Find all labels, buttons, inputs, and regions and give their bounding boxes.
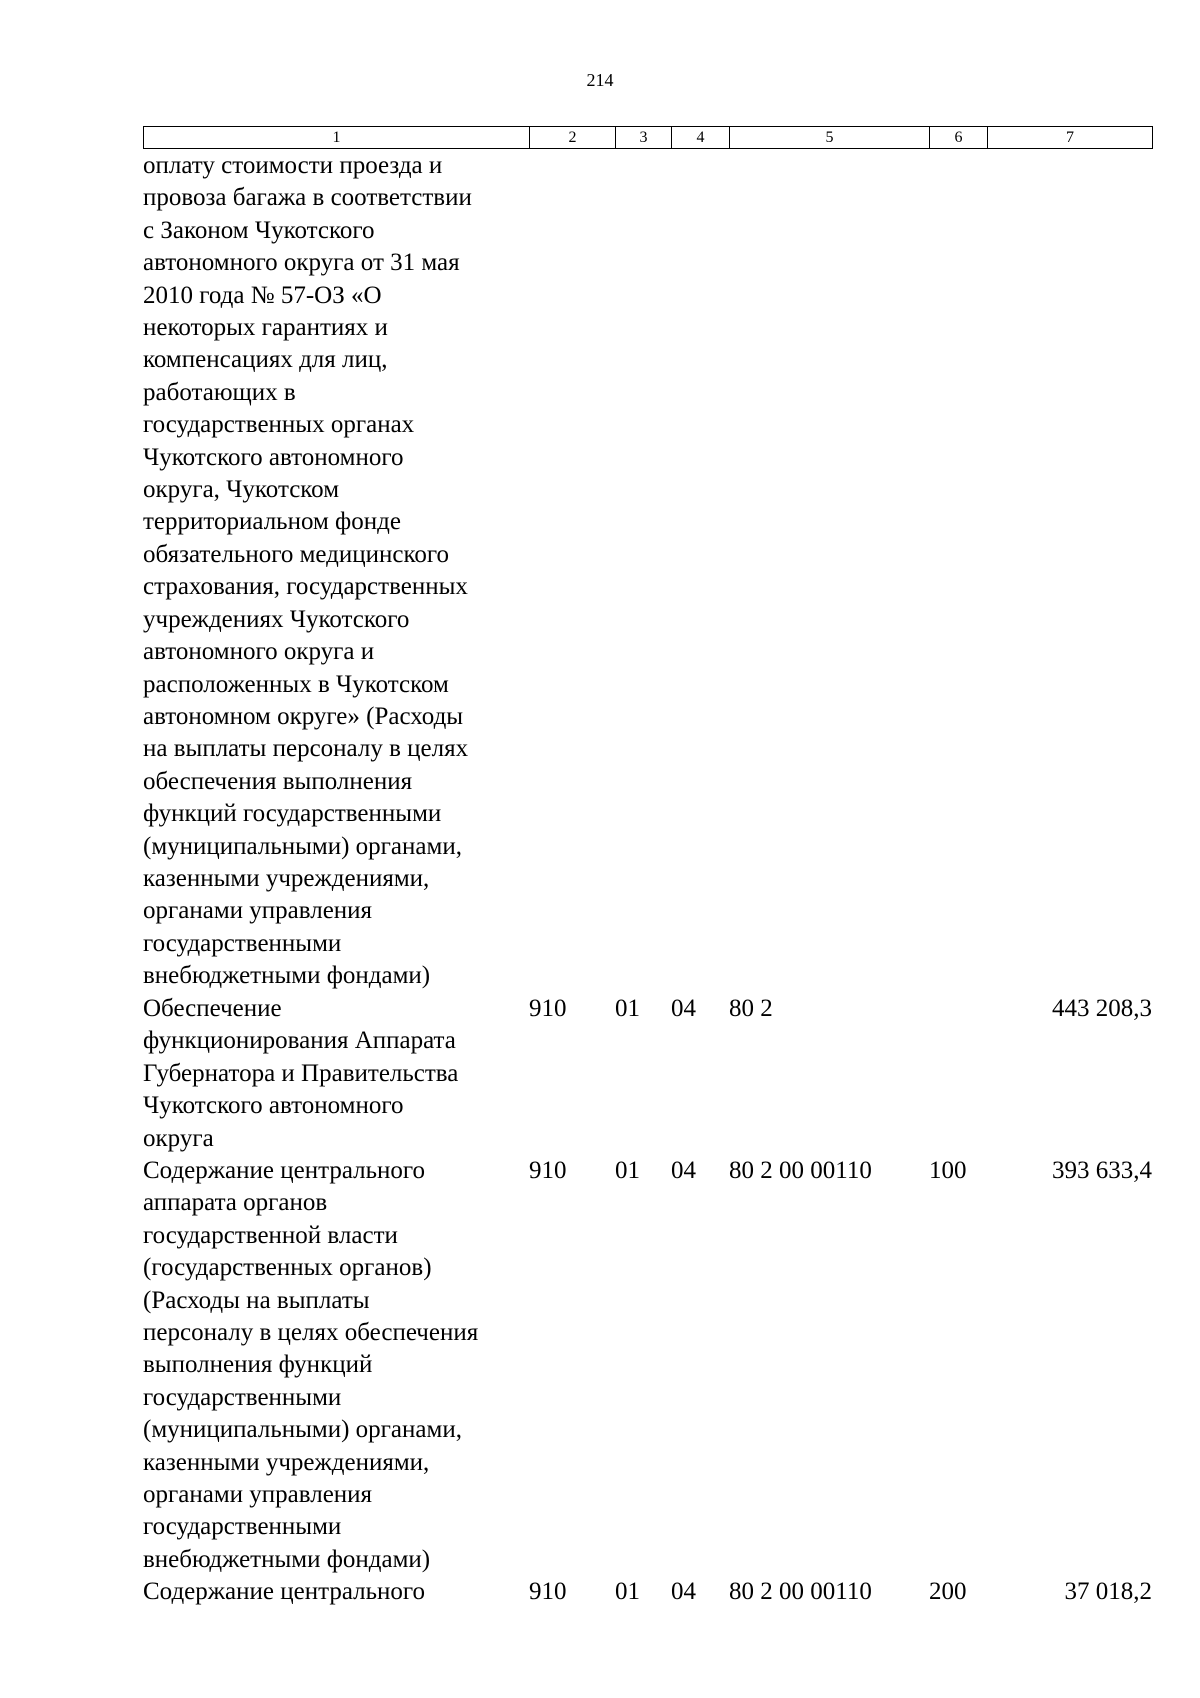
row-col-4: 04 [671, 995, 696, 1022]
description-line: государственной власти [143, 1221, 398, 1249]
column-header-4: 4 [672, 127, 730, 149]
description-line: государственными [143, 1383, 342, 1411]
description-line: округа [143, 1124, 214, 1152]
column-header-7: 7 [988, 127, 1153, 149]
description-line: округа, Чукотском [143, 476, 340, 504]
row-col-2: 910 [529, 1157, 567, 1184]
description-line: органами управления [143, 1481, 373, 1509]
row-col-7: 37 018,2 [1064, 1578, 1152, 1605]
row-col-5: 80 2 [729, 995, 773, 1022]
row-col-3: 01 [615, 1578, 640, 1605]
row-col-7: 393 633,4 [1052, 1157, 1152, 1184]
description-line: Содержание центрального [143, 1157, 426, 1184]
column-header-row [144, 127, 1153, 149]
row-col-4: 04 [671, 1157, 696, 1184]
description-line: (муниципальными) органами, [143, 1416, 462, 1444]
column-header-1: 1 [144, 127, 530, 149]
description-line: обеспечения выполнения [143, 767, 413, 795]
description-line: автономного округа и [143, 638, 375, 666]
description-line: территориальном фонде [143, 508, 401, 536]
description-line: внебюджетными фондами) [143, 1545, 431, 1573]
page-number: 214 [586, 70, 614, 90]
row-col-6: 100 [929, 1157, 967, 1184]
description-line: персоналу в целях обеспечения [143, 1319, 479, 1347]
column-header-table [143, 126, 1153, 149]
column-header-3: 3 [616, 127, 672, 149]
description-line: компенсациях для лиц, [143, 346, 388, 374]
column-header-6: 6 [930, 127, 988, 149]
description-line: (Расходы на выплаты [143, 1286, 370, 1314]
row-col-5: 80 2 00 00110 [729, 1578, 872, 1605]
description-line: автономного округа от 31 мая [143, 249, 460, 277]
description-line: работающих в [143, 378, 296, 406]
description-line: государственных органах [143, 411, 415, 439]
description-line: Чукотского автономного [143, 443, 404, 471]
description-line: (государственных органов) [143, 1254, 432, 1282]
row-col-6: 200 [929, 1578, 967, 1605]
description-line: функций государственными [143, 800, 442, 828]
row-description [143, 1576, 425, 1608]
description-line: провоза багажа в соответствии [143, 184, 472, 212]
description-line: государственными [143, 929, 342, 957]
description-line: аппарата органов [143, 1189, 328, 1217]
description-line: обязательного медицинского [143, 540, 450, 568]
description-line: учреждениях Чукотского [143, 605, 410, 633]
description-line: внебюджетными фондами) [143, 962, 431, 990]
description-line: Губернатора и Правительства [143, 1059, 459, 1087]
description-line: Обеспечение [143, 995, 282, 1022]
row-col-4: 04 [671, 1578, 696, 1605]
description-line: страхования, государственных [143, 573, 468, 601]
description-line: с Законом Чукотского [143, 216, 375, 244]
description-line: органами управления [143, 897, 373, 925]
column-header-2: 2 [530, 127, 616, 149]
description-line: функционирования Аппарата [143, 1027, 456, 1055]
description-line: государственными [143, 1513, 342, 1541]
row-col-5: 80 2 00 00110 [729, 1157, 872, 1184]
description-line: автономном округе» (Расходы [143, 702, 464, 730]
description-line: на выплаты персоналу в целях [143, 735, 469, 763]
row-description [143, 993, 458, 1155]
row-col-7: 443 208,3 [1052, 995, 1152, 1022]
description-line: (муниципальными) органами, [143, 832, 462, 860]
row-col-2: 910 [529, 1578, 567, 1605]
column-header-5: 5 [730, 127, 930, 149]
row-description [143, 150, 472, 993]
description-line: казенными учреждениями, [143, 1448, 430, 1476]
row-description [143, 1155, 478, 1576]
description-line: оплату стоимости проезда и [143, 152, 443, 179]
row-col-3: 01 [615, 1157, 640, 1184]
row-col-2: 910 [529, 995, 567, 1022]
description-line: выполнения функций [143, 1351, 373, 1379]
description-line: Чукотского автономного [143, 1092, 404, 1120]
description-line: некоторых гарантиях и [143, 314, 388, 342]
row-col-3: 01 [615, 995, 640, 1022]
description-line: казенными учреждениями, [143, 864, 430, 892]
description-line: 2010 года № 57-ОЗ «О [143, 281, 382, 309]
description-line: Содержание центрального [143, 1578, 426, 1605]
description-line: расположенных в Чукотском [143, 670, 449, 698]
